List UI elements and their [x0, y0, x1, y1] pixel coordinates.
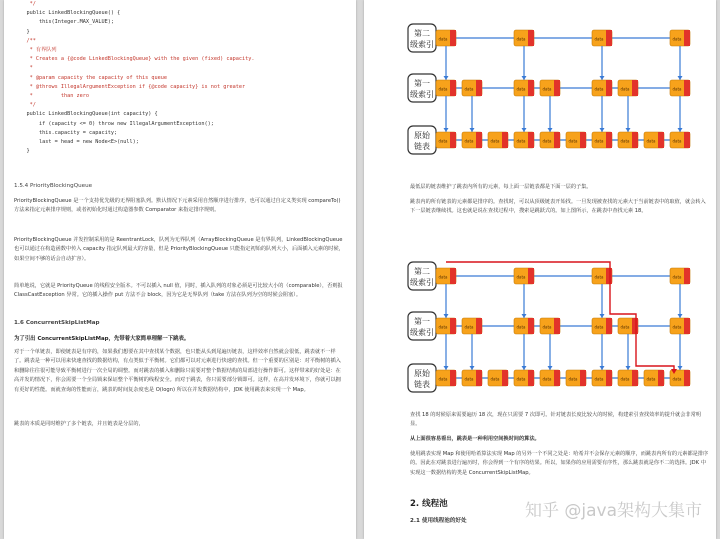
- node-pointer: [684, 268, 690, 284]
- node-data-label: data: [464, 86, 474, 92]
- node-data-label: data: [516, 376, 526, 382]
- down-arrowhead: [600, 128, 605, 132]
- level-label-1: [408, 74, 436, 102]
- down-arrowhead: [470, 366, 475, 370]
- down-arrowhead: [522, 366, 527, 370]
- level-label-text: 链表: [414, 380, 430, 389]
- down-arrowhead: [522, 314, 527, 318]
- code-line: * @param capacity the capacity of this queue: [14, 74, 168, 81]
- level-label-text: 级索引: [410, 40, 434, 49]
- down-arrowhead: [522, 128, 527, 132]
- node-data-label: data: [568, 138, 578, 144]
- node-data-label: data: [620, 376, 630, 382]
- node-data-label: data: [594, 36, 604, 42]
- paragraph-search-18: 查找 18 的时候原来需要遍历 18 次，现在只需要 7 次即可。针对链表长度比较大的时候，构建索引查找效率的提升就会非常明显。: [410, 412, 701, 428]
- node-data-label: data: [438, 324, 448, 330]
- level-label-text: 原始: [414, 131, 430, 140]
- code-line: */: [14, 102, 36, 109]
- down-arrowhead: [600, 314, 605, 318]
- right-document-page: [364, 0, 716, 539]
- paragraph-skiplist-explain: 对于一个单链表，即使链表是有序的，如果我们想要在其中查找某个数据，也只能从头到尾遍历链表，这样效率自然就会很低，跳表就不一样了。跳表是一种可以用来快速查找的数据结构，有点类似于平衡树。它们都可以对元素进行快速的查找。但一个重要的区别是：对平衡树的插入和删除往往很可能导致平衡树进行一次全局的调整。而对跳表的插入和删除只需要对整个数据结构的局部进行操作即可。这样带来的好处是：在高并发的情况下，你会需要一个全局锁来保证整个平衡树的线程安全。而对于跳表，你只需要部分锁即可。这样，在高并发环境下，你就可以拥有更好的性能。而就查询的性能而言，跳表的时间复杂度也是 O(logn) 所以在并发数据结构中，JDK 使用跳表来实现一个 Map。: [14, 349, 341, 393]
- node-pointer: [554, 318, 560, 334]
- down-arrowhead: [444, 76, 449, 80]
- level-label-text: 级索引: [410, 328, 434, 337]
- level-label-text: 第二: [414, 29, 430, 38]
- node-pointer: [684, 80, 690, 96]
- level-label-text: 链表: [414, 142, 430, 151]
- code-line: this.capacity = capacity;: [14, 129, 118, 136]
- paragraph-skiplist-search: 跳表内的所有链表的元素都是排序的。查找时，可以从顶级链表开始找。一旦发现被查找的元素大于当前链表中的取值，就会转入下一层链表继续找。这也就是说在查找过程中，搜索是跳跃式的。如上图所示，在跳表中查找元素 18。: [410, 199, 706, 215]
- down-arrowhead: [444, 314, 449, 318]
- node-data-label: data: [542, 86, 552, 92]
- node-pointer: [580, 132, 586, 148]
- node-pointer: [528, 80, 534, 96]
- node-data-label: data: [438, 138, 448, 144]
- node-pointer: [606, 80, 612, 96]
- node-pointer: [606, 132, 612, 148]
- node-data-label: data: [594, 138, 604, 144]
- node-pointer: [580, 370, 586, 386]
- node-pointer: [684, 318, 690, 334]
- node-data-label: data: [516, 36, 526, 42]
- node-pointer: [554, 132, 560, 148]
- node-pointer: [476, 80, 482, 96]
- node-pointer: [450, 80, 456, 96]
- node-pointer: [606, 30, 612, 46]
- node-data-label: data: [672, 376, 682, 382]
- down-arrowhead: [548, 366, 553, 370]
- node-data-label: data: [568, 376, 578, 382]
- node-pointer: [476, 132, 482, 148]
- code-line: */: [14, 1, 36, 7]
- node-data-label: data: [672, 324, 682, 330]
- down-arrowhead: [444, 128, 449, 132]
- down-arrowhead: [626, 366, 631, 370]
- node-pointer: [450, 370, 456, 386]
- node-pointer: [684, 370, 690, 386]
- node-data-label: data: [672, 36, 682, 42]
- node-pointer: [476, 318, 482, 334]
- code-line: * Creates a {@code LinkedBlockingQueue} with the given (fixed) capacity.: [14, 56, 255, 63]
- node-data-label: data: [646, 376, 656, 382]
- node-data-label: data: [438, 376, 448, 382]
- left-document-page: [4, 0, 356, 539]
- paragraph-priority-intro: PriorityBlockingQueue 是一个支持优先级的无界阻塞队列。默认情况下元素采用自然顺序进行排序，也可以通过自定义类实现 compareTo() 方法来指定元素排序规则，或者初始化时通过构造器参数 Comparator 来指定排序规则。: [14, 198, 341, 214]
- down-arrowhead: [444, 366, 449, 370]
- code-line: public LinkedBlockingQueue(int capacity) {: [14, 111, 158, 118]
- section-heading-1-6: 1.6 ConcurrentSkipListMap: [14, 320, 100, 326]
- down-arrowhead: [678, 314, 683, 318]
- level-label-text: 级索引: [410, 278, 434, 287]
- node-pointer: [528, 30, 534, 46]
- section-heading-thread-pool-benefits: 2.1 使用线程池的好处: [410, 518, 467, 524]
- node-data-label: data: [516, 274, 526, 280]
- code-line: }: [14, 28, 30, 35]
- caption-skiplist-levels: 最低层的链表维护了跳表内所有的元素，每上面一层链表都是下面一层的子集。: [410, 184, 592, 190]
- level-label-text: 第一: [414, 317, 430, 326]
- skiplist-diagram-1: [364, 0, 716, 180]
- code-line: if (capacity <= 0) throw new IllegalArgumentException();: [14, 120, 214, 127]
- code-line: }: [14, 148, 30, 155]
- paragraph-priority-lock: PriorityBlockingQueue 并发控制采用的是 ReentrantLock，队列为无界队列（ArrayBlockingQueue 是有界队列，LinkedBlockingQueue 也可以通过在构造函数中传入 capacity 指定队列最大的容量，但是 PriorityBlockingQueue 只能指定初始的队列大小，后面插入元素的时候，如果空间不够的话会自动扩容）。: [14, 237, 344, 262]
- node-pointer: [502, 132, 508, 148]
- node-pointer: [528, 132, 534, 148]
- level-label-text: 级索引: [410, 90, 434, 99]
- node-pointer: [450, 318, 456, 334]
- node-data-label: data: [542, 138, 552, 144]
- skiplist-diagram-2: [364, 238, 716, 413]
- node-data-label: data: [672, 138, 682, 144]
- node-pointer: [684, 132, 690, 148]
- down-arrowhead: [626, 128, 631, 132]
- node-data-label: data: [646, 138, 656, 144]
- code-line: /**: [14, 37, 36, 44]
- node-data-label: data: [464, 376, 474, 382]
- level-label-text: 第一: [414, 79, 430, 88]
- node-pointer: [658, 370, 664, 386]
- node-data-label: data: [594, 376, 604, 382]
- code-line: last = head = new Node<E>(null);: [14, 139, 139, 146]
- level-label-0: [408, 262, 436, 290]
- node-data-label: data: [516, 86, 526, 92]
- node-data-label: data: [620, 138, 630, 144]
- node-data-label: data: [516, 324, 526, 330]
- down-arrowhead: [600, 76, 605, 80]
- node-data-label: data: [620, 86, 630, 92]
- node-data-label: data: [594, 274, 604, 280]
- node-pointer: [554, 370, 560, 386]
- space-time-bold: 从上面很容易看出，跳表是一种利用空间换时间的算法。: [410, 436, 540, 442]
- node-data-label: data: [490, 138, 500, 144]
- level-label-2: [408, 364, 436, 392]
- node-pointer: [632, 370, 638, 386]
- level-label-1: [408, 312, 436, 340]
- node-data-label: data: [542, 324, 552, 330]
- code-line: this(Integer.MAX_VALUE);: [14, 19, 114, 26]
- node-data-label: data: [542, 376, 552, 382]
- node-data-label: data: [438, 86, 448, 92]
- level-label-text: 原始: [414, 369, 430, 378]
- node-pointer: [632, 80, 638, 96]
- code-line: public LinkedBlockingQueue() {: [14, 10, 121, 17]
- node-data-label: data: [672, 86, 682, 92]
- node-pointer: [450, 30, 456, 46]
- paragraph-skiplist-layers: 跳表的本质是同时维护了多个链表，并且链表是分层的，: [14, 421, 144, 427]
- code-line: * than zero: [14, 93, 89, 100]
- node-data-label: data: [516, 138, 526, 144]
- down-arrowhead: [522, 76, 527, 80]
- code-line: * @throws IllegalArgumentException if {@code capacity} is not greater: [14, 83, 246, 90]
- down-arrowhead: [678, 128, 683, 132]
- node-pointer: [528, 268, 534, 284]
- node-pointer: [632, 132, 638, 148]
- code-line: * 有界队列: [14, 47, 57, 54]
- paragraph-map-compare: 使用跳表实现 Map 和使用哈希算法实现 Map 的另外一个不同之处是：哈希并不会保存元素的顺序，而跳表内所有的元素都是排序的。因此在对跳表进行遍历时，你会得到一个有序的结果。所以，如果你的应用需要有序性，那么跳表就是你不二的选择。JDK 中实现这一数据结构的类是 ConcurrentSkipListMap。: [410, 451, 709, 476]
- down-arrowhead: [678, 366, 683, 370]
- node-pointer: [658, 132, 664, 148]
- node-pointer: [502, 370, 508, 386]
- node-pointer: [554, 80, 560, 96]
- level-label-text: 第二: [414, 267, 430, 276]
- section-heading-1-5-4: 1.5.4 PriorityBlockingQueue: [14, 183, 93, 189]
- down-arrowhead: [470, 128, 475, 132]
- node-data-label: data: [594, 324, 604, 330]
- node-data-label: data: [620, 324, 630, 330]
- code-block: [14, 0, 304, 156]
- section-heading-thread-pool: 2. 线程池: [410, 499, 448, 509]
- node-pointer: [606, 268, 612, 284]
- level-label-2: [408, 126, 436, 154]
- node-pointer: [632, 318, 638, 334]
- node-data-label: data: [594, 86, 604, 92]
- down-arrowhead: [600, 366, 605, 370]
- down-arrowhead: [548, 128, 553, 132]
- node-pointer: [450, 132, 456, 148]
- skiplist-intro-bold: 为了引出 ConcurrentSkipListMap，先带着大家简单理解一下跳表。: [14, 336, 190, 342]
- paragraph-priority-summary: 简单地说，它就是 PriorityQueue 的线程安全版本。不可以插入 null 值，同时，插入队列的对象必须是可比较大小的（comparable），否则报 ClassCastException 异常。它的插入操作 put 方法不会 block，因为它是无界队列（take 方法在队列为空的时候会阻塞）。: [14, 283, 343, 299]
- node-pointer: [476, 370, 482, 386]
- code-line: *: [14, 65, 33, 72]
- search-path-arrow: [446, 262, 674, 372]
- node-data-label: data: [464, 138, 474, 144]
- node-data-label: data: [438, 36, 448, 42]
- node-pointer: [528, 370, 534, 386]
- zhihu-watermark: 知乎 @java架构大集市: [524, 501, 702, 521]
- node-pointer: [528, 318, 534, 334]
- node-data-label: data: [464, 324, 474, 330]
- node-pointer: [450, 268, 456, 284]
- level-label-0: [408, 24, 436, 52]
- node-data-label: data: [672, 274, 682, 280]
- node-pointer: [606, 370, 612, 386]
- node-data-label: data: [438, 274, 448, 280]
- node-pointer: [606, 318, 612, 334]
- node-pointer: [684, 30, 690, 46]
- node-data-label: data: [490, 376, 500, 382]
- down-arrowhead: [678, 76, 683, 80]
